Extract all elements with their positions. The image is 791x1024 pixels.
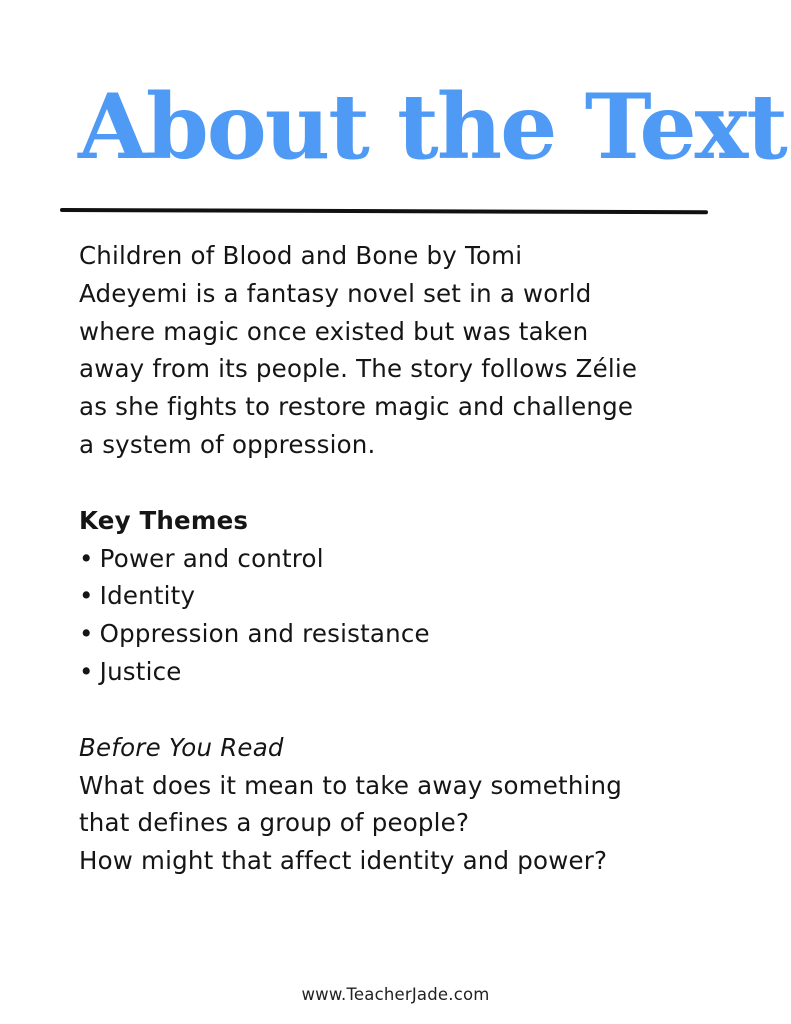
intro-line: Adeyemi is a fantasy novel set in a world xyxy=(79,278,592,308)
key-themes-list xyxy=(79,540,719,691)
theme-item xyxy=(79,540,719,578)
intro-paragraph xyxy=(79,237,719,464)
before-you-read-questions xyxy=(79,767,719,880)
bullet-icon: • xyxy=(79,656,94,686)
theme-item xyxy=(79,653,719,691)
question-line: How might that affect identity and power? xyxy=(79,846,608,876)
page-title: About the Text xyxy=(78,74,786,180)
theme-item xyxy=(79,615,719,653)
question-line: that defines a group of people? xyxy=(79,808,470,838)
question-line: What does it mean to take away something xyxy=(79,770,623,800)
theme-label: Oppression and resistance xyxy=(99,619,430,649)
content-body xyxy=(79,237,719,880)
intro-line: Children of Blood and Bone by Tomi xyxy=(79,241,523,270)
intro-line: away from its people. The story follows Zélie xyxy=(79,354,638,384)
theme-label: Identity xyxy=(99,581,196,611)
bullet-icon: • xyxy=(79,543,94,573)
intro-line: as she fights to restore magic and challenge xyxy=(79,392,634,422)
key-themes-heading: Key Themes xyxy=(79,505,249,535)
theme-label: Power and control xyxy=(99,543,324,573)
footer-url: www.TeacherJade.com xyxy=(301,985,490,1004)
title-divider xyxy=(60,208,708,214)
bullet-icon: • xyxy=(79,581,94,611)
intro-line: where magic once existed but was taken xyxy=(79,316,589,346)
bullet-icon: • xyxy=(79,619,94,649)
before-you-read-heading: Before You Read xyxy=(79,732,284,762)
intro-line: a system of oppression. xyxy=(79,429,376,459)
theme-label: Justice xyxy=(99,656,182,686)
theme-item xyxy=(79,577,719,615)
